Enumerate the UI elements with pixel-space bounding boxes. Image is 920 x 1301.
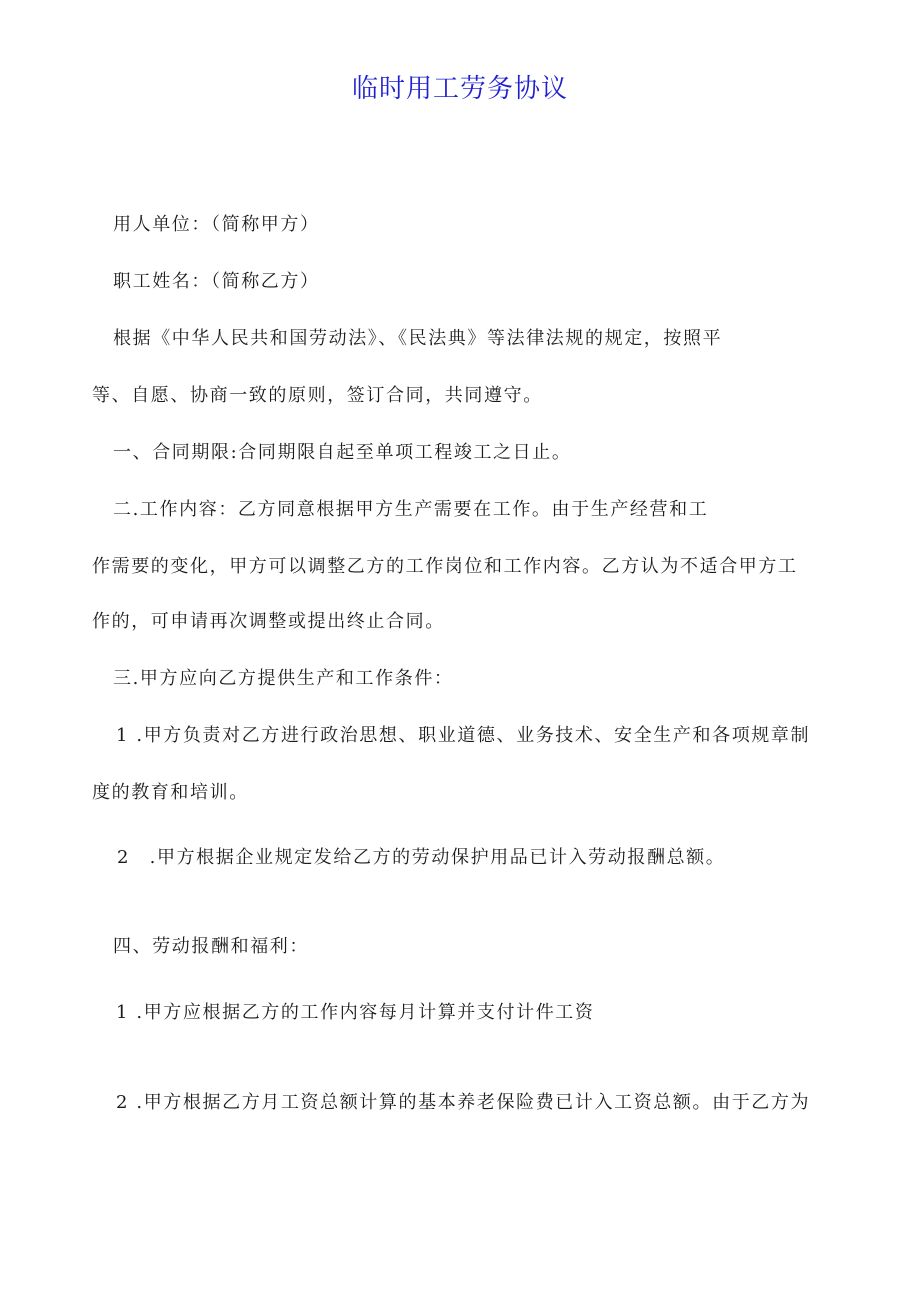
clause-4-item-2: 2 .甲方根据乙方月工资总额计算的基本养老保险费已计入工资总额。由于乙方为 — [116, 1092, 811, 1113]
clause-2-line-2: 作需要的变化，甲方可以调整乙方的工作岗位和工作内容。乙方认为不适合甲方工 — [92, 556, 798, 577]
clause-3-heading: 三.甲方应向乙方提供生产和工作条件： — [113, 668, 454, 689]
employee-line: 职工姓名：（简称乙方） — [113, 271, 320, 292]
clause-3-item-2: 2 .甲方根据企业规定发给乙方的劳动保护用品已计入劳动报酬总额。 — [117, 847, 726, 868]
clause-2-line-3: 作的，可申请再次调整或提出终止合同。 — [92, 611, 445, 632]
clause-3-item-1-line-1: 1 .甲方负责对乙方进行政治思想、职业道德、业务技术、安全生产和各项规章制 — [116, 725, 811, 746]
employer-line: 用人单位：（简称甲方） — [113, 214, 320, 235]
clause-4-item-1: 1 .甲方应根据乙方的工作内容每月计算并支付计件工资 — [116, 1002, 595, 1023]
preamble-line-1: 根据《中华人民共和国劳动法》、《民法典》等法律法规的规定，按照平 — [113, 328, 723, 349]
preamble-line-2: 等、自愿、协商一致的原则，签订合同，共同遵守。 — [92, 385, 543, 406]
clause-1-term: 一、合同期限:合同期限自起至单项工程竣工之日止。 — [113, 442, 572, 463]
clause-3-item-1-line-2: 度的教育和培训。 — [92, 782, 249, 803]
clause-4-heading: 四、劳动报酬和福利： — [113, 936, 309, 957]
document-title: 临时用工劳务协议 — [351, 74, 568, 104]
clause-2-line-1: 二.工作内容：乙方同意根据甲方生产需要在工作。由于生产经营和工 — [113, 499, 709, 520]
